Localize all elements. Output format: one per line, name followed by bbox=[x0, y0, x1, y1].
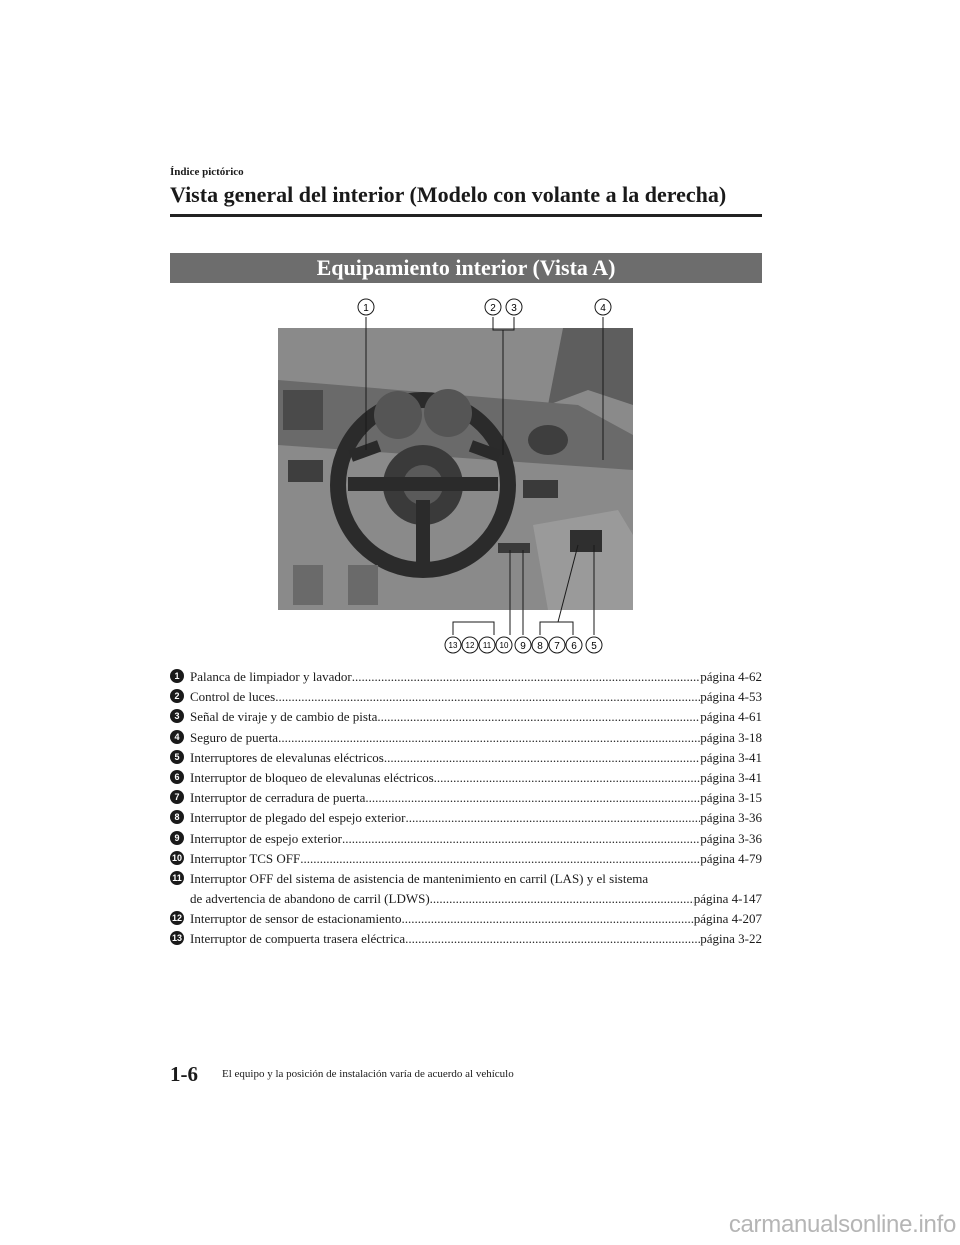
callout-9-label: 9 bbox=[520, 641, 526, 652]
page-reference: página 3-15 bbox=[700, 790, 762, 806]
dot-leader bbox=[342, 829, 700, 849]
list-item bbox=[170, 849, 762, 869]
lower-dash-switches bbox=[523, 480, 558, 498]
list-item bbox=[170, 788, 762, 808]
item-text: Interruptor de plegado del espejo exterior bbox=[190, 810, 406, 826]
callout-3-label: 3 bbox=[511, 303, 517, 314]
item-number-badge: 5 bbox=[170, 750, 184, 764]
window-switches bbox=[570, 530, 602, 552]
page-reference: página 4-62 bbox=[700, 669, 762, 684]
leader-bracket-8-6 bbox=[540, 622, 573, 635]
list-item bbox=[170, 728, 762, 748]
list-item bbox=[170, 929, 762, 949]
title-divider bbox=[170, 214, 762, 217]
list-item bbox=[170, 687, 762, 707]
list-item bbox=[170, 667, 762, 687]
dot-leader bbox=[352, 667, 701, 687]
dot-leader bbox=[275, 687, 700, 707]
callout-4-label: 4 bbox=[600, 303, 606, 314]
item-number-badge: 3 bbox=[170, 709, 184, 723]
page-number: 1-6 bbox=[170, 1062, 198, 1086]
dot-leader bbox=[278, 728, 700, 748]
callout-2-label: 2 bbox=[490, 303, 496, 314]
item-number-badge: 10 bbox=[171, 852, 182, 863]
gauge-left bbox=[374, 391, 422, 439]
list-item bbox=[170, 707, 762, 727]
item-number-badge: 13 bbox=[171, 933, 182, 944]
pedal-right bbox=[348, 565, 378, 605]
item-text: Interruptor TCS OFF bbox=[190, 850, 301, 866]
item-number-badge: 6 bbox=[170, 770, 184, 784]
steering-lower-spoke bbox=[416, 500, 430, 565]
dot-leader bbox=[430, 889, 694, 909]
gauge-right bbox=[424, 389, 472, 437]
dot-leader bbox=[384, 748, 700, 768]
dot-leader bbox=[365, 788, 700, 808]
leader-bracket-13-11 bbox=[453, 622, 494, 635]
door-panel bbox=[533, 510, 633, 610]
watermark: carmanualsonline.info bbox=[728, 1211, 956, 1238]
item-text: Palanca de limpiador y lavador bbox=[190, 669, 352, 684]
dot-leader bbox=[406, 808, 701, 828]
callout-12-label: 12 bbox=[465, 641, 475, 650]
list-item bbox=[170, 909, 762, 929]
item-number-badge: 8 bbox=[170, 810, 184, 824]
item-number-badge: 1 bbox=[170, 669, 184, 683]
dot-leader bbox=[405, 929, 700, 949]
list-item bbox=[170, 869, 762, 909]
page-reference: página 3-18 bbox=[700, 729, 762, 745]
callout-1-label: 1 bbox=[363, 303, 369, 314]
item-text: Interruptor OFF del sistema de asistencia de mantenimiento en carril (LAS) y el sistema bbox=[190, 870, 649, 886]
item-number-badge: 2 bbox=[170, 689, 184, 703]
list-item bbox=[170, 808, 762, 828]
page-reference: página 4-79 bbox=[700, 850, 762, 866]
item-text: Interruptor de compuerta trasera eléctrica bbox=[190, 931, 406, 947]
item-number-badge: 11 bbox=[170, 871, 184, 885]
item-number-badge: 9 bbox=[170, 831, 184, 845]
interior-illustration bbox=[278, 295, 678, 660]
callout-5-label: 5 bbox=[591, 641, 597, 652]
item-text: Control de luces bbox=[190, 689, 276, 705]
page-reference: página 3-41 bbox=[700, 769, 762, 785]
item-number-badge: 7 bbox=[170, 790, 184, 804]
page-reference: página 3-22 bbox=[700, 931, 762, 947]
page-reference: página 4-207 bbox=[693, 911, 762, 927]
list-item bbox=[170, 748, 762, 768]
item-number-badge: 12 bbox=[171, 913, 182, 924]
left-air-vent bbox=[288, 460, 323, 482]
dot-leader bbox=[377, 707, 700, 727]
list-item bbox=[170, 829, 762, 849]
page-reference: página 4-53 bbox=[700, 689, 762, 705]
item-text: Interruptor de bloqueo de elevalunas eléctricos bbox=[190, 769, 434, 785]
dashboard-drawing bbox=[278, 295, 678, 660]
section-banner: Equipamiento interior (Vista A) bbox=[170, 253, 762, 283]
callout-7-label: 7 bbox=[554, 641, 560, 652]
list-item bbox=[170, 768, 762, 788]
item-text: Interruptor de espejo exterior bbox=[190, 830, 342, 846]
page-reference: página 3-36 bbox=[700, 810, 762, 826]
page-reference: página 3-41 bbox=[700, 749, 762, 765]
center-screen bbox=[283, 390, 323, 430]
dot-leader bbox=[434, 768, 701, 788]
item-text: Interruptor de sensor de estacionamiento bbox=[190, 911, 402, 927]
callout-8-label: 8 bbox=[537, 641, 543, 652]
steering-spokes bbox=[348, 477, 498, 491]
item-text: Interruptores de elevalunas eléctricos bbox=[190, 749, 384, 765]
component-list bbox=[170, 667, 762, 950]
right-air-vent bbox=[528, 425, 568, 455]
page-title: Vista general del interior (Modelo con volante a la derecha) bbox=[170, 182, 727, 207]
knee-switches bbox=[498, 543, 530, 553]
callout-11-label: 11 bbox=[482, 641, 492, 650]
page-reference: página 4-147 bbox=[693, 891, 762, 907]
footer-note: El equipo y la posición de instalación varía de acuerdo al vehículo bbox=[222, 1068, 514, 1080]
item-text-continued: de advertencia de abandono de carril (LDWS) bbox=[190, 891, 430, 907]
page-reference: página 3-36 bbox=[700, 830, 762, 846]
item-text: Interruptor de cerradura de puerta bbox=[190, 790, 366, 806]
page-reference: página 4-61 bbox=[700, 709, 762, 725]
item-number-badge: 4 bbox=[170, 730, 184, 744]
item-text: Seguro de puerta bbox=[190, 729, 279, 745]
callout-10-label: 10 bbox=[499, 641, 509, 650]
dot-leader bbox=[300, 849, 700, 869]
item-text: Señal de viraje y de cambio de pista bbox=[190, 709, 378, 725]
callout-13-label: 13 bbox=[448, 641, 458, 650]
callout-6-label: 6 bbox=[571, 641, 577, 652]
section-label: Índice pictórico bbox=[170, 166, 244, 178]
pedal-left bbox=[293, 565, 323, 605]
dot-leader bbox=[402, 909, 694, 929]
